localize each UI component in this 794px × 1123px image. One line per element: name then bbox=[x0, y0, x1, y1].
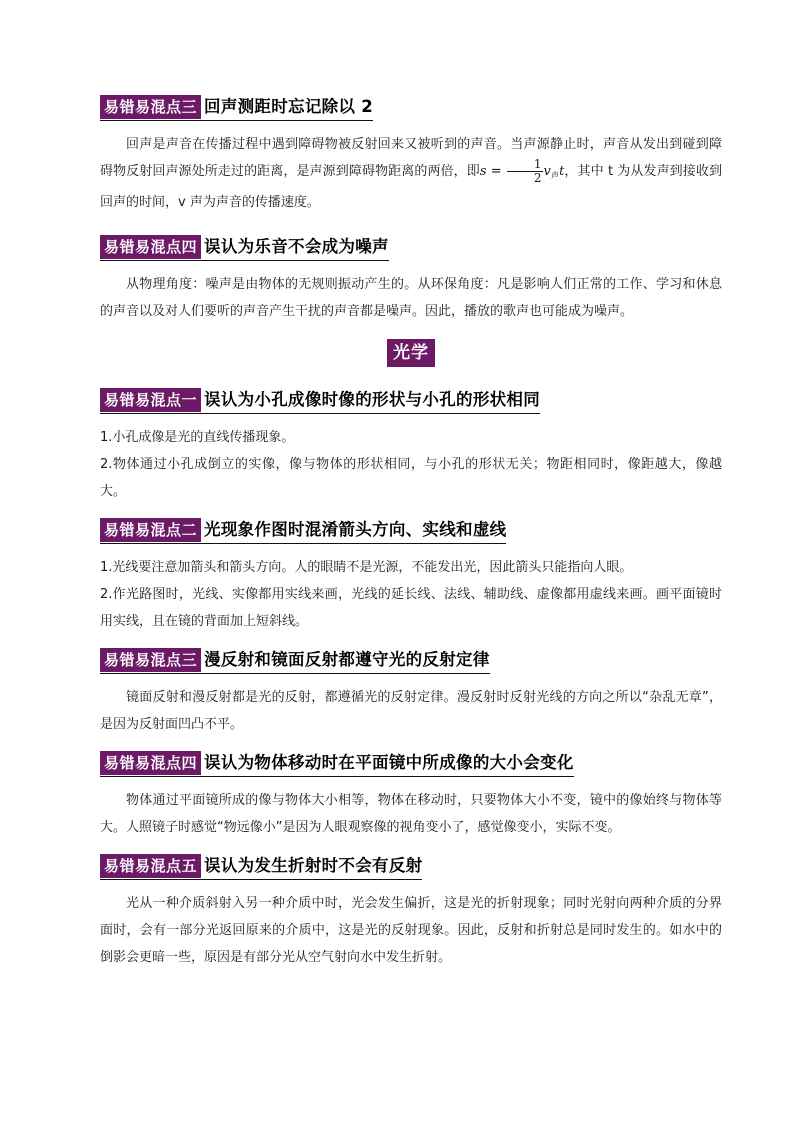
list-item: 2.物体通过小孔成倒立的实像，像与物体的形状相同，与小孔的形状无关；物距相同时，像距越大，像越大。 bbox=[100, 457, 722, 499]
section-plane-mirror bbox=[100, 750, 722, 841]
section-paragraph: 光从一种介质斜射入另一种介质中时，光会发生偏折，这是光的折射现象；同时光射向两种介质的分界面时，会有一部分光返回原来的介质中，这是光的反射现象。因此，反射和折射总是同时发生的。如水中的倒影会更暗一些，原因是有部分光从空气射向水中发生折射。 bbox=[100, 896, 722, 965]
section-title: 光现象作图时混淆箭头方向、实线和虚线 bbox=[204, 520, 507, 539]
section-tag: 易错易混点三 bbox=[100, 95, 201, 119]
optics-heading-wrap bbox=[100, 339, 722, 367]
fraction-numerator: 1 bbox=[507, 158, 543, 172]
list-item: 1.光线要注意加箭头和箭头方向。人的眼睛不是光源，不能发出光，因此箭头只能指向人眼。 bbox=[100, 560, 633, 575]
section-heading bbox=[100, 647, 490, 674]
section-music-noise bbox=[100, 234, 722, 325]
formula-fraction bbox=[507, 158, 543, 185]
section-refraction bbox=[100, 853, 722, 971]
formula-lhs: s bbox=[479, 164, 487, 179]
section-heading bbox=[100, 750, 574, 777]
section-title: 漫反射和镜面反射都遵守光的反射定律 bbox=[204, 650, 490, 669]
section-paragraph bbox=[100, 131, 722, 216]
formula-t: t bbox=[559, 164, 565, 179]
section-echo-ranging bbox=[100, 94, 722, 216]
section-title: 误认为小孔成像时像的形状与小孔的形状相同 bbox=[204, 390, 541, 409]
section-ray-diagram bbox=[100, 517, 722, 635]
document-page bbox=[100, 94, 722, 971]
section-tag: 易错易混点一 bbox=[100, 388, 201, 412]
paragraph-text-b: ，其中 t 为从发声到接收到回声的时间，v 声为声音的传播速度。 bbox=[100, 164, 722, 210]
formula-v: v bbox=[543, 164, 551, 179]
section-title: 误认为物体移动时在平面镜中所成像的大小会变化 bbox=[204, 753, 574, 772]
section-reflection-law bbox=[100, 647, 722, 738]
section-pinhole bbox=[100, 387, 722, 505]
formula-subscript: 声 bbox=[550, 171, 560, 180]
formula-eq: = bbox=[486, 164, 506, 179]
section-heading bbox=[100, 94, 373, 121]
fraction-denominator: 2 bbox=[533, 171, 542, 185]
list-item: 2.作光路图时，光线、实像都用实线来画，光线的延长线、法线、辅助线、虚像都用虚线来画。画平面镜时用实线，且在镜的背面加上短斜线。 bbox=[100, 587, 722, 629]
section-tag: 易错易混点三 bbox=[100, 648, 201, 672]
section-paragraph: 从物理角度：噪声是由物体的无规则振动产生的。从环保角度：凡是影响人们正常的工作、学习和休息的声音以及对人们要听的声音产生干扰的声音都是噪声。因此，播放的歌声也可能成为噪声。 bbox=[100, 277, 722, 319]
paragraph-text-a: 回声是声音在传播过程中遇到障碍物被反射回来又被听到的声音。当声源静止时，声音从发出到碰到障碍物反射回声源处所走过的距离，是声源到障碍物距离的两倍，即 bbox=[100, 137, 722, 179]
section-heading bbox=[100, 234, 389, 261]
section-title: 误认为发生折射时不会有反射 bbox=[204, 856, 423, 875]
section-tag: 易错易混点二 bbox=[100, 518, 201, 542]
list-item: 1.小孔成像是光的直线传播现象。 bbox=[100, 430, 295, 445]
section-heading bbox=[100, 853, 422, 880]
section-paragraph: 镜面反射和漫反射都是光的反射，都遵循光的反射定律。漫反射时反射光线的方向之所以“杂乱无章”，是因为反射面凹凸不平。 bbox=[100, 690, 722, 732]
optics-chapter-label: 光学 bbox=[387, 339, 435, 367]
section-title: 误认为乐音不会成为噪声 bbox=[204, 237, 389, 256]
section-heading bbox=[100, 387, 540, 414]
section-tag: 易错易混点四 bbox=[100, 235, 201, 259]
section-tag: 易错易混点四 bbox=[100, 751, 201, 775]
section-tag: 易错易混点五 bbox=[100, 854, 201, 878]
section-heading bbox=[100, 517, 506, 544]
section-paragraph: 物体通过平面镜所成的像与物体大小相等，物体在移动时，只要物体大小不变，镜中的像始终与物体等大。人照镜子时感觉“物远像小”是因为人眼观察像的视角变小了，感觉像变小，实际不变。 bbox=[100, 793, 722, 835]
section-title: 回声测距时忘记除以 2 bbox=[204, 97, 374, 116]
